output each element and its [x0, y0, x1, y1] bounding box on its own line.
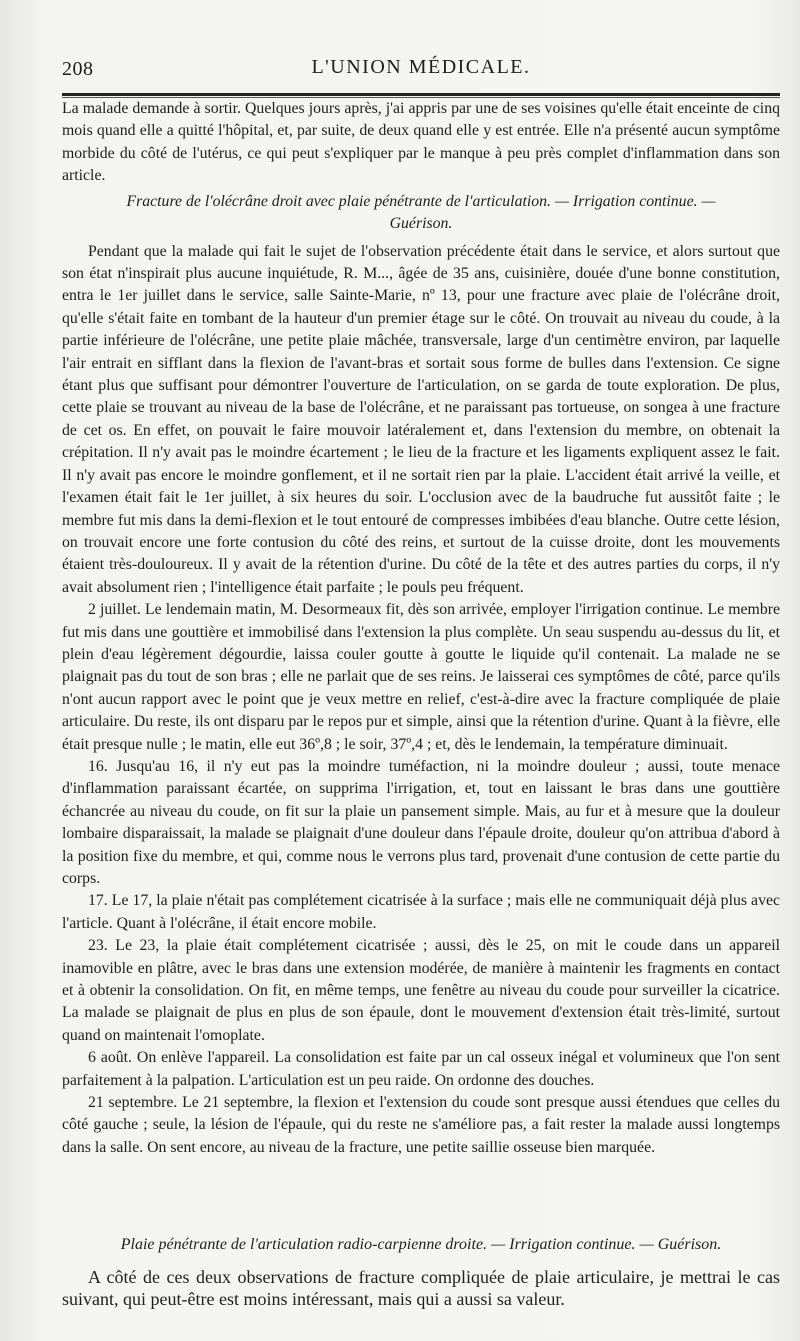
paragraph-2-juillet: 2 juillet. Le lendemain matin, M. Desormeaux fit, dès son arrivée, employer l'irrigation continue. Le membre fut mis dans une gouttière et immobilisé dans l'extension la plus complète. Un seau suspendu au-dessus du lit, et plein d'eau légèrement dégourdie, laissa couler goutte à goutte le liquide qu'il contenait. La malade ne se plaignait pas du tout de son bras ; elle ne parlait que de ses reins. Je laisserai ces symptômes de côté, parce qu'ils n'ont aucun rapport avec le point que je veux mettre en relief, c'est-à-dire avec la fracture compliquée de plaie articulaire. Du reste, ils ont disparu par le repos pur et simple, ainsi que la rétention d'urine. Quant à la fièvre, elle était presque nulle ; le matin, elle eut 36º,8 ; le soir, 37º,4 ; et, dès le lendemain, la température diminuait.: [62, 601, 780, 753]
paragraph-final: A côté de ces deux observations de fracture compliquée de plaie articulaire, je mettrai le cas suivant, qui peut-être est moins intéressant, mais qui a aussi sa valeur.: [62, 1267, 780, 1309]
running-title: L'UNION MÉDICALE.: [311, 56, 531, 78]
paragraph-21-septembre: 21 septembre. Le 21 septembre, la flexion et l'extension du coude sont presque aussi étendues que celles du côté gauche ; seule, la lésion de l'épaule, qui du reste ne s'améliore pas, a fait rester la malade aussi longtemps dans la salle. On sent encore, au niveau de la fracture, une petite saillie osseuse bien marquée.: [62, 1094, 780, 1156]
paragraph-17: 17. Le 17, la plaie n'était pas complétement cicatrisée à la surface ; mais elle ne communiquait déjà plus avec l'article. Quant à l'olécrâne, il était encore mobile.: [62, 892, 780, 932]
paragraph-23: 23. Le 23, la plaie était complétement cicatrisée ; aussi, dès le 25, on mit le coude dans un appareil inamovible en plâtre, avec le bras dans une extension modérée, de manière à maintenir les fragments en contact et à obtenir la consolidation. On fit, en même temps, une fenêtre au niveau du coude pour surveiller la cicatrice. La malade se plaignait de plus en plus de son épaule, dont le mouvement d'extension était très-limité, surtout quand on maintenait l'omoplate.: [62, 937, 780, 1044]
page-number: 208: [62, 58, 94, 80]
paragraph-16: 16. Jusqu'au 16, il n'y eut pas la moindre tuméfaction, ni la moindre douleur ; aussi, toute menace d'inflammation paraissant écartée, on supprima l'irrigation, et, tout en laissant le bras dans une gouttière échancrée au niveau du coude, on fit sur la plaie un pansement simple. Mais, au fur et à mesure que la douleur lombaire disparaissait, la malade se plaignait d'une douleur dans l'épaule droite, douleur qu'on attribua d'abord à la position fixe du membre, et qui, comme nous le verrons plus tard, provenait d'une contusion de cette partie du corps.: [62, 757, 780, 887]
article-body: [62, 98, 780, 1159]
subheading-line-2: Guérison.: [389, 214, 453, 232]
final-section: [62, 1234, 780, 1310]
page-header: [62, 56, 780, 86]
subheading-olecrane: [62, 191, 780, 235]
paragraph-intro: La malade demande à sortir. Quelques jours après, j'ai appris par une de ses voisines qu'elle était enceinte de cinq mois quand elle a quitté l'hôpital, et, par suite, de deux quand elle y est entrée. Elle n'a présenté aucun symptôme morbide du côté de l'utérus, ce qui peut s'expliquer par le manque à peu près complet d'inflammation dans son article.: [62, 100, 780, 185]
subheading-radio-carpienne: Plaie pénétrante de l'articulation radio-carpienne droite. — Irrigation continue. — Guérison.: [120, 1236, 722, 1253]
paragraph-6-aout: 6 août. On enlève l'appareil. La consolidation est faite par un cal osseux inégal et volumineux que l'on sent parfaitement à la palpation. L'articulation est un peu raide. On ordonne des douches.: [62, 1049, 780, 1089]
subheading-line-1: Fracture de l'olécrâne droit avec plaie pénétrante de l'articulation. — Irrigation continue. —: [126, 192, 716, 210]
paragraph-observation: Pendant que la malade qui fait le sujet de l'observation précédente était dans le service, et alors surtout que son état n'inspirait plus aucune inquiétude, R. M..., âgée de 35 ans, cuisinière, douée d'une bonne constitution, entra le 1er juillet dans le service, salle Sainte-Marie, nº 13, pour une fracture avec plaie de l'olécrâne droit, qu'elle s'était faite en tombant de la hauteur d'un premier étage sur le côté. On trouvait au niveau du coude, à la partie inférieure de l'olécrâne, une petite plaie mâchée, transversale, large d'un centimètre environ, par laquelle l'air entrait en sifflant dans la flexion de l'avant-bras et sortait sous forme de bulles dans l'extension. Ce signe étant plus que suffisant pour démontrer l'ouverture de l'articulation, on se garda de toute exploration. De plus, cette plaie se trouvant au niveau de la base de l'olécrâne, et ne paraissant pas tortueuse, on songea à une fracture de cet os. En effet, on pouvait le faire mouvoir latéralement et, dans l'extension du membre, on obtenait la crépitation. Il n'y avait pas le moindre écartement ; le lieu de la fracture et les ligaments expliquent assez le fait. Il n'y avait pas encore le moindre gonflement, et il ne sortait rien par la plaie. L'accident était arrivé la veille, et l'examen était fait le 1er juillet, à six heures du soir. L'occlusion avec de la baudruche fut aussitôt faite ; le membre fut mis dans la demi-flexion et le tout entouré de compresses imbibées d'eau blanche. Outre cette lésion, on trouvait encore une forte contusion du côté des reins, et surtout de la cuisse droite, dont les mouvements étaient très-douloureux. Il y avait de la rétention d'urine. Du côté de la tête et des autres parties du corps, il n'y avait absolument rien ; l'intelligence était parfaite ; le pouls peu fréquent.: [62, 242, 780, 596]
